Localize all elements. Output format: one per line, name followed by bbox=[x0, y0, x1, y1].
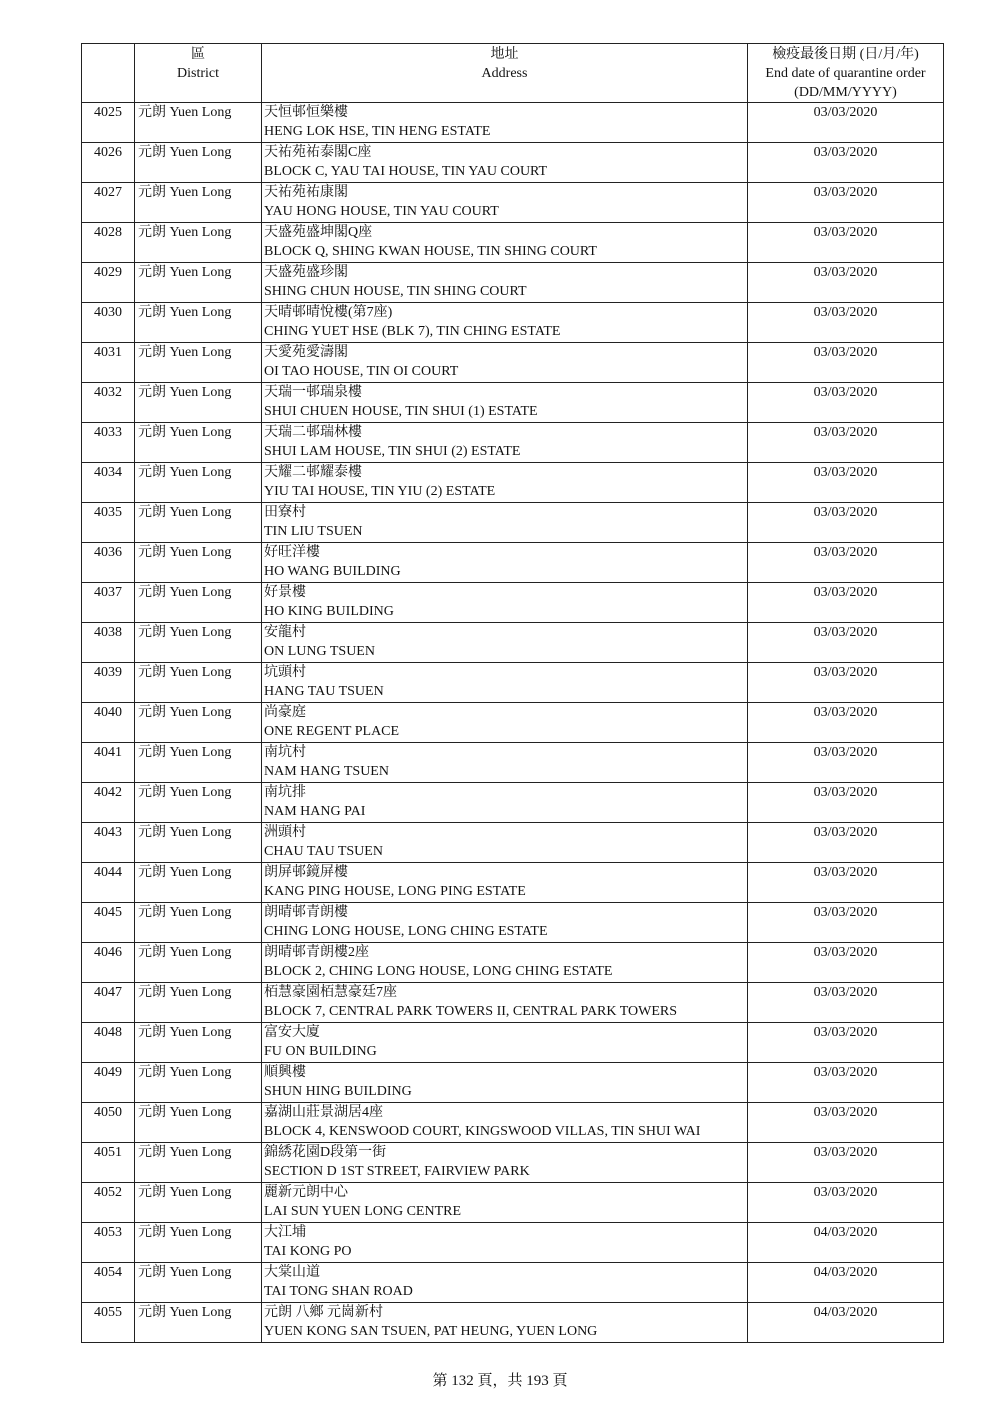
row-district: 元朗 Yuen Long bbox=[135, 1023, 262, 1063]
row-address bbox=[262, 1263, 748, 1303]
row-district: 元朗 Yuen Long bbox=[135, 103, 262, 143]
row-end-date: 03/03/2020 bbox=[748, 863, 944, 903]
row-end-date: 03/03/2020 bbox=[748, 423, 944, 463]
row-number: 4026 bbox=[82, 143, 135, 183]
row-address-en: FU ON BUILDING bbox=[264, 1044, 377, 1059]
row-address-zh: 好景樓 bbox=[264, 585, 306, 600]
row-address-en: ONE REGENT PLACE bbox=[264, 724, 400, 739]
row-district: 元朗 Yuen Long bbox=[135, 463, 262, 503]
row-address bbox=[262, 1023, 748, 1063]
row-address-en: TAI TONG SHAN ROAD bbox=[264, 1284, 413, 1299]
header-date-zh: 檢疫最後日期 (日/月/年) bbox=[772, 47, 919, 62]
row-address-en: HO KING BUILDING bbox=[264, 604, 394, 619]
row-district: 元朗 Yuen Long bbox=[135, 783, 262, 823]
row-number: 4025 bbox=[82, 103, 135, 143]
row-address-en: SHUI CHUEN HOUSE, TIN SHUI (1) ESTATE bbox=[264, 404, 538, 419]
row-address bbox=[262, 903, 748, 943]
header-address bbox=[262, 44, 748, 103]
row-end-date: 03/03/2020 bbox=[748, 503, 944, 543]
row-number: 4046 bbox=[82, 943, 135, 983]
row-end-date: 03/03/2020 bbox=[748, 183, 944, 223]
row-end-date: 03/03/2020 bbox=[748, 1063, 944, 1103]
row-address-zh: 好旺洋樓 bbox=[264, 545, 320, 560]
header-number bbox=[82, 44, 135, 103]
row-end-date: 03/03/2020 bbox=[748, 143, 944, 183]
row-address bbox=[262, 863, 748, 903]
row-number: 4049 bbox=[82, 1063, 135, 1103]
row-address-en: CHAU TAU TSUEN bbox=[264, 844, 383, 859]
row-address-en: HENG LOK HSE, TIN HENG ESTATE bbox=[264, 124, 491, 139]
row-end-date: 03/03/2020 bbox=[748, 663, 944, 703]
row-district: 元朗 Yuen Long bbox=[135, 423, 262, 463]
row-district: 元朗 Yuen Long bbox=[135, 223, 262, 263]
row-address-en: BLOCK Q, SHING KWAN HOUSE, TIN SHING COURT bbox=[264, 244, 597, 259]
row-address-zh: 天瑞二邨瑞林樓 bbox=[264, 425, 362, 440]
row-address-en: ON LUNG TSUEN bbox=[264, 644, 375, 659]
row-address bbox=[262, 463, 748, 503]
row-address-en: BLOCK 4, KENSWOOD COURT, KINGSWOOD VILLAS, TIN SHUI WAI bbox=[264, 1124, 701, 1139]
row-district: 元朗 Yuen Long bbox=[135, 543, 262, 583]
row-address-zh: 安龍村 bbox=[264, 625, 306, 640]
row-district: 元朗 Yuen Long bbox=[135, 1263, 262, 1303]
row-address-zh: 朗晴邨青朗樓 bbox=[264, 905, 348, 920]
table-row bbox=[82, 1183, 944, 1223]
row-address-zh: 天耀二邨耀泰樓 bbox=[264, 465, 362, 480]
table-row bbox=[82, 783, 944, 823]
row-address-zh: 洲頭村 bbox=[264, 825, 306, 840]
row-district: 元朗 Yuen Long bbox=[135, 743, 262, 783]
row-address bbox=[262, 303, 748, 343]
row-address-zh: 大江埔 bbox=[264, 1225, 306, 1240]
table-row bbox=[82, 743, 944, 783]
row-district: 元朗 Yuen Long bbox=[135, 343, 262, 383]
row-address-zh: 天祐苑祐泰閣C座 bbox=[264, 145, 372, 160]
row-end-date: 03/03/2020 bbox=[748, 1103, 944, 1143]
table-row bbox=[82, 983, 944, 1023]
row-number: 4044 bbox=[82, 863, 135, 903]
row-end-date: 03/03/2020 bbox=[748, 343, 944, 383]
row-district: 元朗 Yuen Long bbox=[135, 1303, 262, 1343]
row-end-date: 03/03/2020 bbox=[748, 263, 944, 303]
row-district: 元朗 Yuen Long bbox=[135, 903, 262, 943]
table-row bbox=[82, 623, 944, 663]
table-row bbox=[82, 703, 944, 743]
row-end-date: 03/03/2020 bbox=[748, 223, 944, 263]
row-address-zh: 栢慧豪園栢慧豪廷7座 bbox=[264, 985, 397, 1000]
row-district: 元朗 Yuen Long bbox=[135, 263, 262, 303]
row-number: 4028 bbox=[82, 223, 135, 263]
row-district: 元朗 Yuen Long bbox=[135, 1223, 262, 1263]
row-district: 元朗 Yuen Long bbox=[135, 703, 262, 743]
row-address-en: NAM HANG PAI bbox=[264, 804, 366, 819]
row-end-date: 03/03/2020 bbox=[748, 983, 944, 1023]
row-address-zh: 天晴邨晴悅樓(第7座) bbox=[264, 305, 393, 320]
row-address-zh: 天恒邨恒樂樓 bbox=[264, 105, 348, 120]
row-number: 4039 bbox=[82, 663, 135, 703]
row-number: 4034 bbox=[82, 463, 135, 503]
row-address bbox=[262, 543, 748, 583]
header-district-zh: 區 bbox=[191, 47, 205, 62]
row-address-en: SECTION D 1ST STREET, FAIRVIEW PARK bbox=[264, 1164, 530, 1179]
row-address-zh: 富安大廈 bbox=[264, 1025, 320, 1040]
row-address-zh: 麗新元朗中心 bbox=[264, 1185, 348, 1200]
row-number: 4051 bbox=[82, 1143, 135, 1183]
header-end-date bbox=[748, 44, 944, 103]
row-end-date: 03/03/2020 bbox=[748, 303, 944, 343]
row-address-zh: 錦綉花園D段第一街 bbox=[264, 1145, 387, 1160]
row-district: 元朗 Yuen Long bbox=[135, 303, 262, 343]
header-date-en: End date of quarantine order bbox=[765, 66, 926, 81]
row-district: 元朗 Yuen Long bbox=[135, 183, 262, 223]
table-row bbox=[82, 343, 944, 383]
row-number: 4030 bbox=[82, 303, 135, 343]
header-district-en: District bbox=[177, 66, 219, 81]
row-number: 4045 bbox=[82, 903, 135, 943]
row-address-en: TIN LIU TSUEN bbox=[264, 524, 363, 539]
row-number: 4043 bbox=[82, 823, 135, 863]
row-address-zh: 天祐苑祐康閣 bbox=[264, 185, 348, 200]
row-address-zh: 朗屏邨鏡屏樓 bbox=[264, 865, 348, 880]
row-address-zh: 大棠山道 bbox=[264, 1265, 320, 1280]
row-number: 4048 bbox=[82, 1023, 135, 1063]
row-end-date: 03/03/2020 bbox=[748, 743, 944, 783]
row-number: 4042 bbox=[82, 783, 135, 823]
row-address bbox=[262, 183, 748, 223]
row-end-date: 04/03/2020 bbox=[748, 1263, 944, 1303]
row-number: 4037 bbox=[82, 583, 135, 623]
row-address-zh: 南坑村 bbox=[264, 745, 306, 760]
table-row bbox=[82, 1023, 944, 1063]
table-row bbox=[82, 503, 944, 543]
page-number: 第 132 頁，共 193 頁 bbox=[432, 1373, 568, 1389]
row-district: 元朗 Yuen Long bbox=[135, 1103, 262, 1143]
header-address-en: Address bbox=[481, 66, 528, 81]
row-address-en: CHING LONG HOUSE, LONG CHING ESTATE bbox=[264, 924, 548, 939]
table-row bbox=[82, 1223, 944, 1263]
table-row bbox=[82, 663, 944, 703]
row-address-zh: 天瑞一邨瑞泉樓 bbox=[264, 385, 362, 400]
row-address-en: BLOCK C, YAU TAI HOUSE, TIN YAU COURT bbox=[264, 164, 548, 179]
row-address bbox=[262, 503, 748, 543]
row-address-zh: 田寮村 bbox=[264, 505, 306, 520]
table-row bbox=[82, 143, 944, 183]
row-number: 4035 bbox=[82, 503, 135, 543]
row-address-en: LAI SUN YUEN LONG CENTRE bbox=[264, 1204, 462, 1219]
row-district: 元朗 Yuen Long bbox=[135, 383, 262, 423]
table-row bbox=[82, 183, 944, 223]
row-end-date: 03/03/2020 bbox=[748, 623, 944, 663]
row-address bbox=[262, 1223, 748, 1263]
table-row bbox=[82, 943, 944, 983]
row-end-date: 03/03/2020 bbox=[748, 823, 944, 863]
row-district: 元朗 Yuen Long bbox=[135, 663, 262, 703]
row-address-en: OI TAO HOUSE, TIN OI COURT bbox=[264, 364, 459, 379]
row-address bbox=[262, 703, 748, 743]
row-number: 4027 bbox=[82, 183, 135, 223]
row-address-zh: 天盛苑盛珍閣 bbox=[264, 265, 348, 280]
table-row bbox=[82, 223, 944, 263]
row-number: 4040 bbox=[82, 703, 135, 743]
row-number: 4055 bbox=[82, 1303, 135, 1343]
row-address-en: YAU HONG HOUSE, TIN YAU COURT bbox=[264, 204, 499, 219]
row-address-zh: 順興樓 bbox=[264, 1065, 306, 1080]
row-end-date: 03/03/2020 bbox=[748, 1143, 944, 1183]
row-number: 4031 bbox=[82, 343, 135, 383]
table-row bbox=[82, 383, 944, 423]
row-number: 4053 bbox=[82, 1223, 135, 1263]
row-address-en: BLOCK 2, CHING LONG HOUSE, LONG CHING ESTATE bbox=[264, 964, 613, 979]
row-number: 4052 bbox=[82, 1183, 135, 1223]
row-address-en: HANG TAU TSUEN bbox=[264, 684, 384, 699]
table-row bbox=[82, 1263, 944, 1303]
row-address-zh: 元朗 八鄉 元崗新村 bbox=[264, 1305, 383, 1320]
row-district: 元朗 Yuen Long bbox=[135, 823, 262, 863]
row-end-date: 03/03/2020 bbox=[748, 903, 944, 943]
header-date-format: (DD/MM/YYYY) bbox=[794, 85, 897, 100]
row-address bbox=[262, 423, 748, 463]
table-row bbox=[82, 1063, 944, 1103]
row-address bbox=[262, 1183, 748, 1223]
table-row bbox=[82, 583, 944, 623]
header-address-zh: 地址 bbox=[490, 47, 519, 62]
row-address bbox=[262, 383, 748, 423]
row-address bbox=[262, 743, 748, 783]
row-address bbox=[262, 663, 748, 703]
header-district bbox=[135, 44, 262, 103]
row-address bbox=[262, 343, 748, 383]
row-address-en: HO WANG BUILDING bbox=[264, 564, 401, 579]
row-address bbox=[262, 623, 748, 663]
row-address bbox=[262, 103, 748, 143]
row-number: 4050 bbox=[82, 1103, 135, 1143]
row-number: 4032 bbox=[82, 383, 135, 423]
table-row bbox=[82, 463, 944, 503]
row-number: 4041 bbox=[82, 743, 135, 783]
row-address-en: SHUN HING BUILDING bbox=[264, 1084, 412, 1099]
row-district: 元朗 Yuen Long bbox=[135, 863, 262, 903]
row-end-date: 03/03/2020 bbox=[748, 583, 944, 623]
table-row bbox=[82, 543, 944, 583]
row-district: 元朗 Yuen Long bbox=[135, 1143, 262, 1183]
table-header-row bbox=[82, 44, 944, 103]
row-end-date: 03/03/2020 bbox=[748, 1023, 944, 1063]
row-end-date: 04/03/2020 bbox=[748, 1223, 944, 1263]
quarantine-address-table bbox=[81, 43, 944, 1343]
table-row bbox=[82, 823, 944, 863]
row-end-date: 03/03/2020 bbox=[748, 943, 944, 983]
row-address bbox=[262, 823, 748, 863]
row-end-date: 03/03/2020 bbox=[748, 703, 944, 743]
row-address bbox=[262, 1303, 748, 1343]
row-address-en: KANG PING HOUSE, LONG PING ESTATE bbox=[264, 884, 526, 899]
row-address-en: SHUI LAM HOUSE, TIN SHUI (2) ESTATE bbox=[264, 444, 521, 459]
row-address-zh: 嘉湖山莊景湖居4座 bbox=[264, 1105, 383, 1120]
row-district: 元朗 Yuen Long bbox=[135, 143, 262, 183]
row-address-en: YIU TAI HOUSE, TIN YIU (2) ESTATE bbox=[264, 484, 496, 499]
table-row bbox=[82, 863, 944, 903]
row-address bbox=[262, 583, 748, 623]
row-end-date: 03/03/2020 bbox=[748, 383, 944, 423]
table-row bbox=[82, 263, 944, 303]
row-end-date: 03/03/2020 bbox=[748, 1183, 944, 1223]
row-address bbox=[262, 1103, 748, 1143]
row-address-en: BLOCK 7, CENTRAL PARK TOWERS II, CENTRAL PARK TOWERS bbox=[264, 1004, 678, 1019]
row-end-date: 04/03/2020 bbox=[748, 1303, 944, 1343]
row-end-date: 03/03/2020 bbox=[748, 463, 944, 503]
row-address bbox=[262, 143, 748, 183]
row-address bbox=[262, 783, 748, 823]
row-address-zh: 南坑排 bbox=[264, 785, 306, 800]
row-number: 4038 bbox=[82, 623, 135, 663]
row-address bbox=[262, 943, 748, 983]
row-address bbox=[262, 263, 748, 303]
row-number: 4036 bbox=[82, 543, 135, 583]
table-row bbox=[82, 423, 944, 463]
row-address-en: YUEN KONG SAN TSUEN, PAT HEUNG, YUEN LONG bbox=[264, 1324, 598, 1339]
row-address-en: NAM HANG TSUEN bbox=[264, 764, 389, 779]
table-body bbox=[82, 103, 944, 1343]
row-district: 元朗 Yuen Long bbox=[135, 583, 262, 623]
row-district: 元朗 Yuen Long bbox=[135, 943, 262, 983]
row-district: 元朗 Yuen Long bbox=[135, 1183, 262, 1223]
row-number: 4033 bbox=[82, 423, 135, 463]
row-address-en: CHING YUET HSE (BLK 7), TIN CHING ESTATE bbox=[264, 324, 561, 339]
row-address-en: SHING CHUN HOUSE, TIN SHING COURT bbox=[264, 284, 527, 299]
table-row bbox=[82, 1143, 944, 1183]
row-address-zh: 朗晴邨青朗樓2座 bbox=[264, 945, 369, 960]
row-district: 元朗 Yuen Long bbox=[135, 983, 262, 1023]
row-address-zh: 天盛苑盛坤閣Q座 bbox=[264, 225, 373, 240]
row-number: 4047 bbox=[82, 983, 135, 1023]
row-address-zh: 天愛苑愛濤閣 bbox=[264, 345, 348, 360]
row-address-zh: 尚豪庭 bbox=[264, 705, 306, 720]
row-district: 元朗 Yuen Long bbox=[135, 1063, 262, 1103]
table-row bbox=[82, 903, 944, 943]
table-row bbox=[82, 1103, 944, 1143]
row-number: 4029 bbox=[82, 263, 135, 303]
table-row bbox=[82, 103, 944, 143]
row-end-date: 03/03/2020 bbox=[748, 543, 944, 583]
table-row bbox=[82, 1303, 944, 1343]
row-district: 元朗 Yuen Long bbox=[135, 623, 262, 663]
row-number: 4054 bbox=[82, 1263, 135, 1303]
row-address-en: TAI KONG PO bbox=[264, 1244, 352, 1259]
row-end-date: 03/03/2020 bbox=[748, 103, 944, 143]
row-address bbox=[262, 1063, 748, 1103]
row-end-date: 03/03/2020 bbox=[748, 783, 944, 823]
row-address bbox=[262, 1143, 748, 1183]
row-district: 元朗 Yuen Long bbox=[135, 503, 262, 543]
table-row bbox=[82, 303, 944, 343]
row-address bbox=[262, 983, 748, 1023]
row-address bbox=[262, 223, 748, 263]
row-address-zh: 坑頭村 bbox=[264, 665, 306, 680]
